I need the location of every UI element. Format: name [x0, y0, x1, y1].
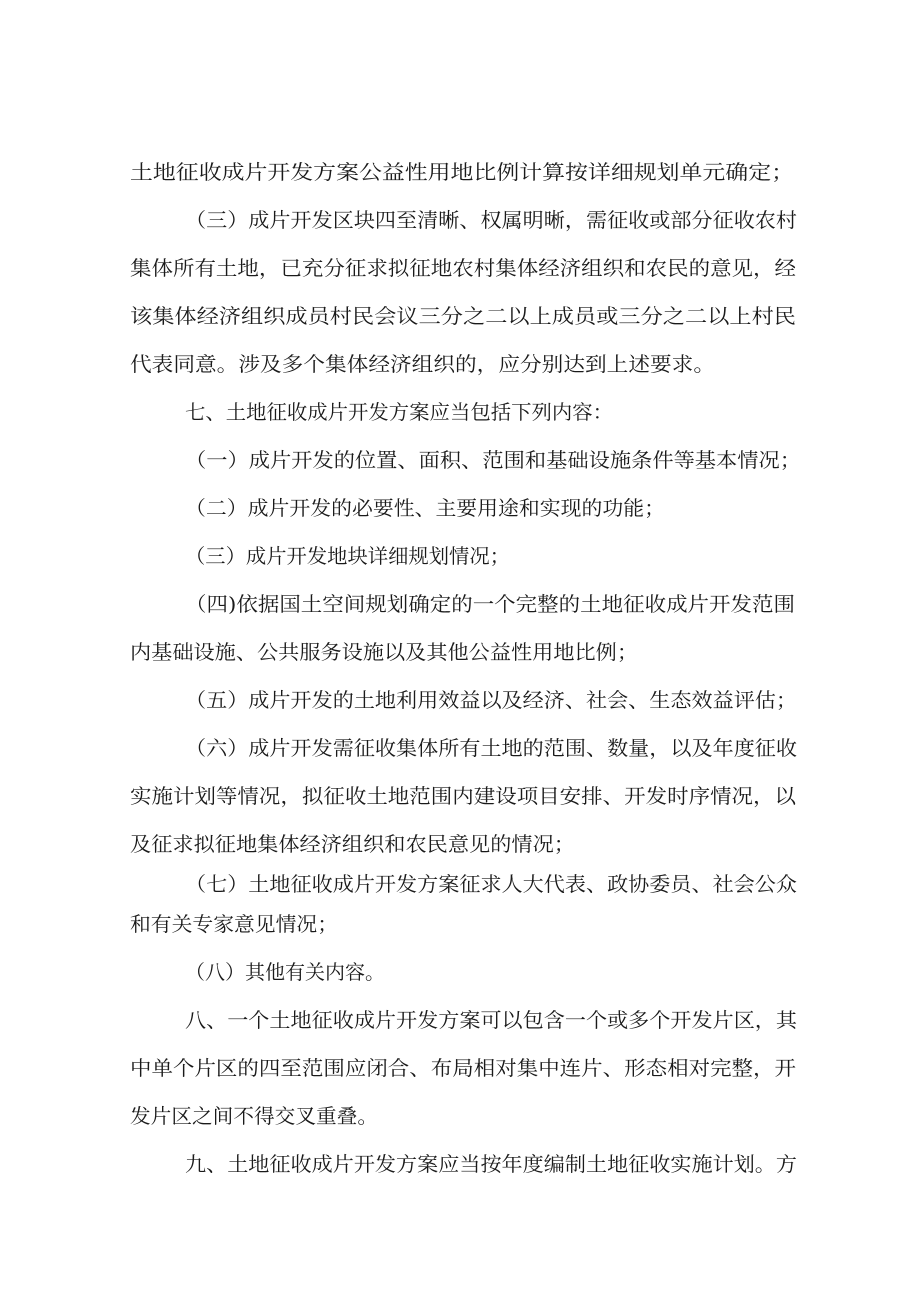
text-line	[0, 154, 920, 190]
line-text: （四)依据国土空间规划确定的一个完整的土地征收成片开发范围	[185, 592, 796, 616]
line-text: 该集体经济组织成员村民会议三分之二以上成员或三分之二以上村民	[130, 304, 796, 328]
line-text: （一）成片开发的位置、面积、范围和基础设施条件等基本情况；	[185, 448, 802, 472]
line-text: 八、一个土地征收成片开发方案可以包含一个或多个开发片区，其	[185, 1008, 798, 1032]
text-line	[0, 954, 920, 990]
text-line	[0, 442, 920, 478]
line-text: （二）成片开发的必要性、主要用途和实现的功能；	[185, 496, 666, 520]
text-line	[0, 250, 920, 286]
text-line	[0, 1002, 920, 1038]
line-text: （六）成片开发需征收集体所有土地的范围、数量，以及年度征收	[185, 736, 798, 760]
line-text: （三）成片开发区块四至清晰、权属明晰，需征收或部分征收农村	[185, 208, 798, 232]
line-text: 七、土地征收成片开发方案应当包括下列内容：	[185, 400, 613, 424]
text-line	[0, 826, 920, 862]
text-line	[0, 682, 920, 718]
text-line	[0, 1146, 920, 1182]
line-text: （五）成片开发的土地利用效益以及经济、社会、生态效益评估；	[185, 688, 798, 712]
line-text: （八）其他有关内容。	[185, 960, 385, 984]
line-text: 及征求拟征地集体经济组织和农民意见的情况；	[130, 832, 575, 856]
line-text: 代表同意。涉及多个集体经济组织的，应分别达到上述要求。	[130, 352, 715, 376]
line-text: 集体所有土地，已充分征求拟征地农村集体经济组织和农民的意见，经	[130, 256, 797, 280]
line-text: 和有关专家意见情况；	[130, 912, 338, 936]
line-text: 中单个片区的四至范围应闭合、布局相对集中连片、形态相对完整，开	[130, 1056, 797, 1080]
text-line	[0, 778, 920, 814]
line-text: 九、土地征收成片开发方案应当按年度编制土地征收实施计划。方	[185, 1152, 798, 1176]
text-line	[0, 866, 920, 902]
line-text: 发片区之间不得交叉重叠。	[130, 1104, 378, 1128]
line-text: （七）土地征收成片开发方案征求人大代表、政协委员、社会公众	[185, 872, 798, 896]
text-line	[0, 1098, 920, 1134]
text-line	[0, 634, 920, 670]
line-text: 内基础设施、公共服务设施以及其他公益性用地比例；	[130, 640, 638, 664]
text-line	[0, 346, 920, 382]
text-line	[0, 586, 920, 622]
text-line	[0, 906, 920, 942]
text-line	[0, 202, 920, 238]
line-text: （三）成片开发地块详细规划情况；	[185, 544, 510, 568]
text-line	[0, 730, 920, 766]
text-line	[0, 538, 920, 574]
text-line	[0, 394, 920, 430]
line-text: 实施计划等情况，拟征收土地范围内建设项目安排、开发时序情况，以	[130, 784, 797, 808]
line-text: 土地征收成片开发方案公益性用地比例计算按详细规划单元确定；	[130, 160, 794, 184]
text-line	[0, 490, 920, 526]
text-line	[0, 298, 920, 334]
text-line	[0, 1050, 920, 1086]
